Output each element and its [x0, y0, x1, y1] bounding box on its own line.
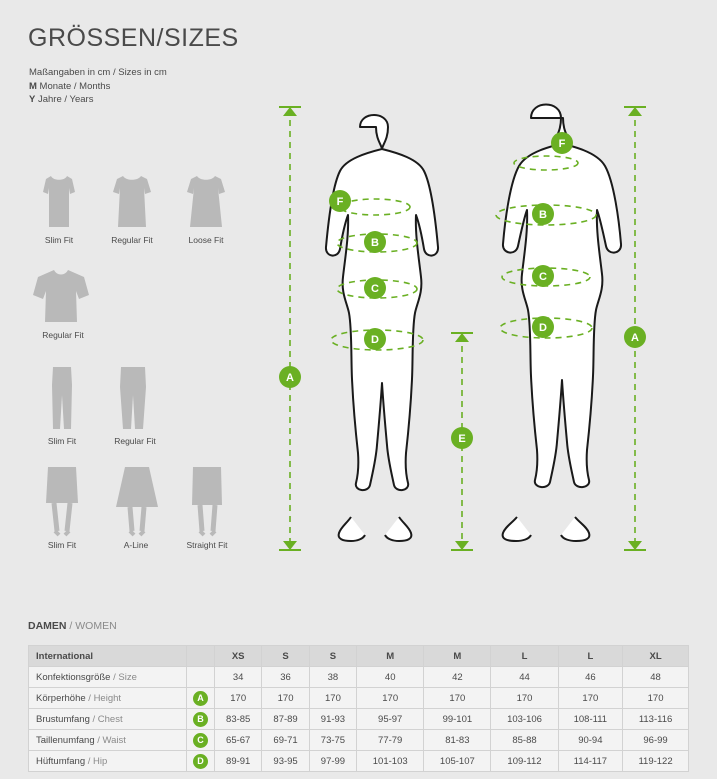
- cell-chest-s1: 87-89: [262, 709, 309, 730]
- cell-waist-xl: 96-99: [623, 730, 689, 751]
- section-label-en: / WOMEN: [66, 620, 117, 632]
- garment-tank-loose-fit: [173, 170, 239, 245]
- size-table-head: [29, 646, 689, 667]
- pants-slim-fit-icon: [36, 365, 88, 433]
- male-marker-d: [532, 316, 554, 338]
- cell-hip-m2: 105-107: [424, 751, 491, 772]
- legend-line-months: [29, 80, 167, 94]
- female-marker-d: [364, 328, 386, 350]
- svg-text:D: D: [371, 334, 379, 346]
- skirt-a-line-icon: [106, 465, 166, 537]
- row-label-size-en: / Size: [110, 671, 137, 683]
- badge-b: B: [193, 712, 208, 727]
- female-marker-f: [329, 190, 351, 212]
- svg-text:A: A: [631, 332, 639, 344]
- badge-c: C: [193, 733, 208, 748]
- cell-size-s2: 38: [309, 667, 356, 688]
- row-label-height-de: Körperhöhe: [36, 692, 86, 704]
- svg-text:D: D: [539, 322, 547, 334]
- row-label-chest-en: / Chest: [89, 713, 123, 725]
- th-m-2: M: [424, 646, 491, 667]
- skirt-slim-fit-icon: [33, 465, 91, 537]
- row-label-height-en: / Height: [85, 692, 122, 704]
- row-label-waist-de: Taillenumfang: [36, 734, 95, 746]
- table-row: [29, 751, 689, 772]
- svg-text:F: F: [558, 138, 566, 150]
- garment-pants-regular-fit: [106, 365, 164, 446]
- garment-skirt-straight-fit-label: Straight Fit: [186, 540, 228, 550]
- cell-waist-s1: 69-71: [262, 730, 309, 751]
- size-table-body: [29, 667, 689, 772]
- garment-pants-slim-fit: [36, 365, 88, 446]
- measurement-legend: [29, 66, 167, 107]
- row-badge-hip: [187, 751, 215, 772]
- size-table-wrapper: [28, 645, 689, 772]
- row-label-hip-de: Hüftumfang: [36, 755, 86, 767]
- garment-pants-slim-fit-label: Slim Fit: [47, 436, 77, 446]
- tank-loose-fit-icon: [173, 170, 239, 232]
- cell-hip-xl: 119-122: [623, 751, 689, 772]
- th-xl: XL: [623, 646, 689, 667]
- cell-height-xs: 170: [215, 688, 262, 709]
- svg-text:C: C: [539, 271, 547, 283]
- cell-waist-l1: 85-88: [491, 730, 558, 751]
- legend-months-text: Monate / Months: [36, 80, 111, 92]
- th-international: International: [29, 646, 187, 667]
- row-badge-waist: [187, 730, 215, 751]
- cell-hip-m1: 101-103: [357, 751, 424, 772]
- svg-text:C: C: [371, 283, 379, 295]
- female-marker-b: [364, 231, 386, 253]
- svg-text:A: A: [286, 372, 294, 384]
- th-s-1: S: [262, 646, 309, 667]
- svg-text:B: B: [539, 209, 547, 221]
- cell-chest-xl: 113-116: [623, 709, 689, 730]
- row-label-size: [29, 667, 187, 688]
- badge-a: A: [193, 691, 208, 706]
- table-row: [29, 730, 689, 751]
- row-badge-size: [187, 667, 215, 688]
- cell-waist-xs: 65-67: [215, 730, 262, 751]
- th-m-1: M: [357, 646, 424, 667]
- cell-waist-s2: 73-75: [309, 730, 356, 751]
- male-marker-a: [624, 326, 646, 348]
- table-row: [29, 709, 689, 730]
- cell-size-l2: 46: [558, 667, 623, 688]
- svg-text:B: B: [371, 237, 379, 249]
- row-badge-height: [187, 688, 215, 709]
- cell-size-xl: 48: [623, 667, 689, 688]
- row-label-waist: [29, 730, 187, 751]
- cell-waist-m1: 77-79: [357, 730, 424, 751]
- cell-height-m1: 170: [357, 688, 424, 709]
- garment-tank-slim-fit: [28, 170, 90, 245]
- row-label-hip-en: / Hip: [85, 755, 108, 767]
- cell-waist-l2: 90-94: [558, 730, 623, 751]
- th-badge: [187, 646, 215, 667]
- garment-tank-regular-fit: [98, 170, 166, 245]
- garment-skirt-straight-fit: [176, 465, 238, 550]
- legend-years-text: Jahre / Years: [35, 94, 94, 105]
- svg-text:E: E: [458, 433, 466, 445]
- page-title: GRÖSSEN/SIZES: [28, 24, 239, 52]
- cell-waist-m2: 81-83: [424, 730, 491, 751]
- cell-height-s1: 170: [262, 688, 309, 709]
- male-marker-c: [532, 265, 554, 287]
- garment-skirt-a-line-label: A-Line: [123, 540, 149, 550]
- cell-hip-l2: 114-117: [558, 751, 623, 772]
- cell-chest-m1: 95-97: [357, 709, 424, 730]
- cell-height-m2: 170: [424, 688, 491, 709]
- badge-d: D: [193, 754, 208, 769]
- inseam-marker-e: [451, 427, 473, 449]
- cell-hip-l1: 109-112: [491, 751, 558, 772]
- row-label-height: [29, 688, 187, 709]
- cell-hip-s1: 93-95: [262, 751, 309, 772]
- body-measurement-diagram: [255, 85, 695, 580]
- male-marker-f: [551, 132, 573, 154]
- cell-chest-l2: 108-111: [558, 709, 623, 730]
- cell-height-xl: 170: [623, 688, 689, 709]
- female-marker-c: [364, 277, 386, 299]
- section-label-women: [28, 620, 117, 632]
- th-l-2: L: [558, 646, 623, 667]
- male-marker-b: [532, 203, 554, 225]
- table-row: [29, 688, 689, 709]
- garment-skirt-a-line: [106, 465, 166, 550]
- tank-slim-fit-icon: [28, 170, 90, 232]
- garment-skirt-slim-fit: [33, 465, 91, 550]
- cell-height-l2: 170: [558, 688, 623, 709]
- cell-size-l1: 44: [491, 667, 558, 688]
- legend-months-abbr: M: [29, 80, 37, 92]
- garment-pants-regular-fit-label: Regular Fit: [114, 436, 156, 446]
- cell-size-m1: 40: [357, 667, 424, 688]
- table-header-row: [29, 646, 689, 667]
- row-label-chest-de: Brustumfang: [36, 713, 90, 725]
- row-label-hip: [29, 751, 187, 772]
- legend-line-units: Maßangaben in cm / Sizes in cm: [29, 67, 167, 78]
- garment-tank-regular-fit-label: Regular Fit: [111, 235, 153, 245]
- size-table: [28, 645, 689, 772]
- shirt-regular-fit-icon: [28, 265, 98, 327]
- cell-height-s2: 170: [309, 688, 356, 709]
- table-row: [29, 667, 689, 688]
- garment-shirt-regular-fit-label: Regular Fit: [42, 330, 84, 340]
- pants-regular-fit-icon: [106, 365, 164, 433]
- row-label-size-de: Konfektionsgröße: [36, 671, 111, 683]
- row-badge-chest: [187, 709, 215, 730]
- th-l-1: L: [491, 646, 558, 667]
- garment-skirt-slim-fit-label: Slim Fit: [47, 540, 77, 550]
- cell-size-xs: 34: [215, 667, 262, 688]
- cell-chest-xs: 83-85: [215, 709, 262, 730]
- garment-shirt-regular-fit: [28, 265, 98, 340]
- cell-size-m2: 42: [424, 667, 491, 688]
- cell-hip-xs: 89-91: [215, 751, 262, 772]
- cell-chest-l1: 103-106: [491, 709, 558, 730]
- cell-size-s1: 36: [262, 667, 309, 688]
- cell-chest-s2: 91-93: [309, 709, 356, 730]
- female-figure: [326, 115, 438, 541]
- row-label-chest: [29, 709, 187, 730]
- row-label-waist-en: / Waist: [94, 734, 126, 746]
- legend-line-years: [29, 93, 167, 107]
- th-s-2: S: [309, 646, 356, 667]
- male-figure: [503, 105, 621, 542]
- tank-regular-fit-icon: [98, 170, 166, 232]
- cell-chest-m2: 99-101: [424, 709, 491, 730]
- cell-height-l1: 170: [491, 688, 558, 709]
- skirt-straight-fit-icon: [176, 465, 238, 537]
- female-marker-a: [279, 366, 301, 388]
- th-xs: XS: [215, 646, 262, 667]
- section-label-de: DAMEN: [28, 620, 67, 632]
- garment-tank-loose-fit-label: Loose Fit: [188, 235, 224, 245]
- cell-hip-s2: 97-99: [309, 751, 356, 772]
- legend-years-abbr: Y: [29, 94, 36, 105]
- garment-tank-slim-fit-label: Slim Fit: [44, 235, 74, 245]
- svg-text:F: F: [336, 196, 344, 208]
